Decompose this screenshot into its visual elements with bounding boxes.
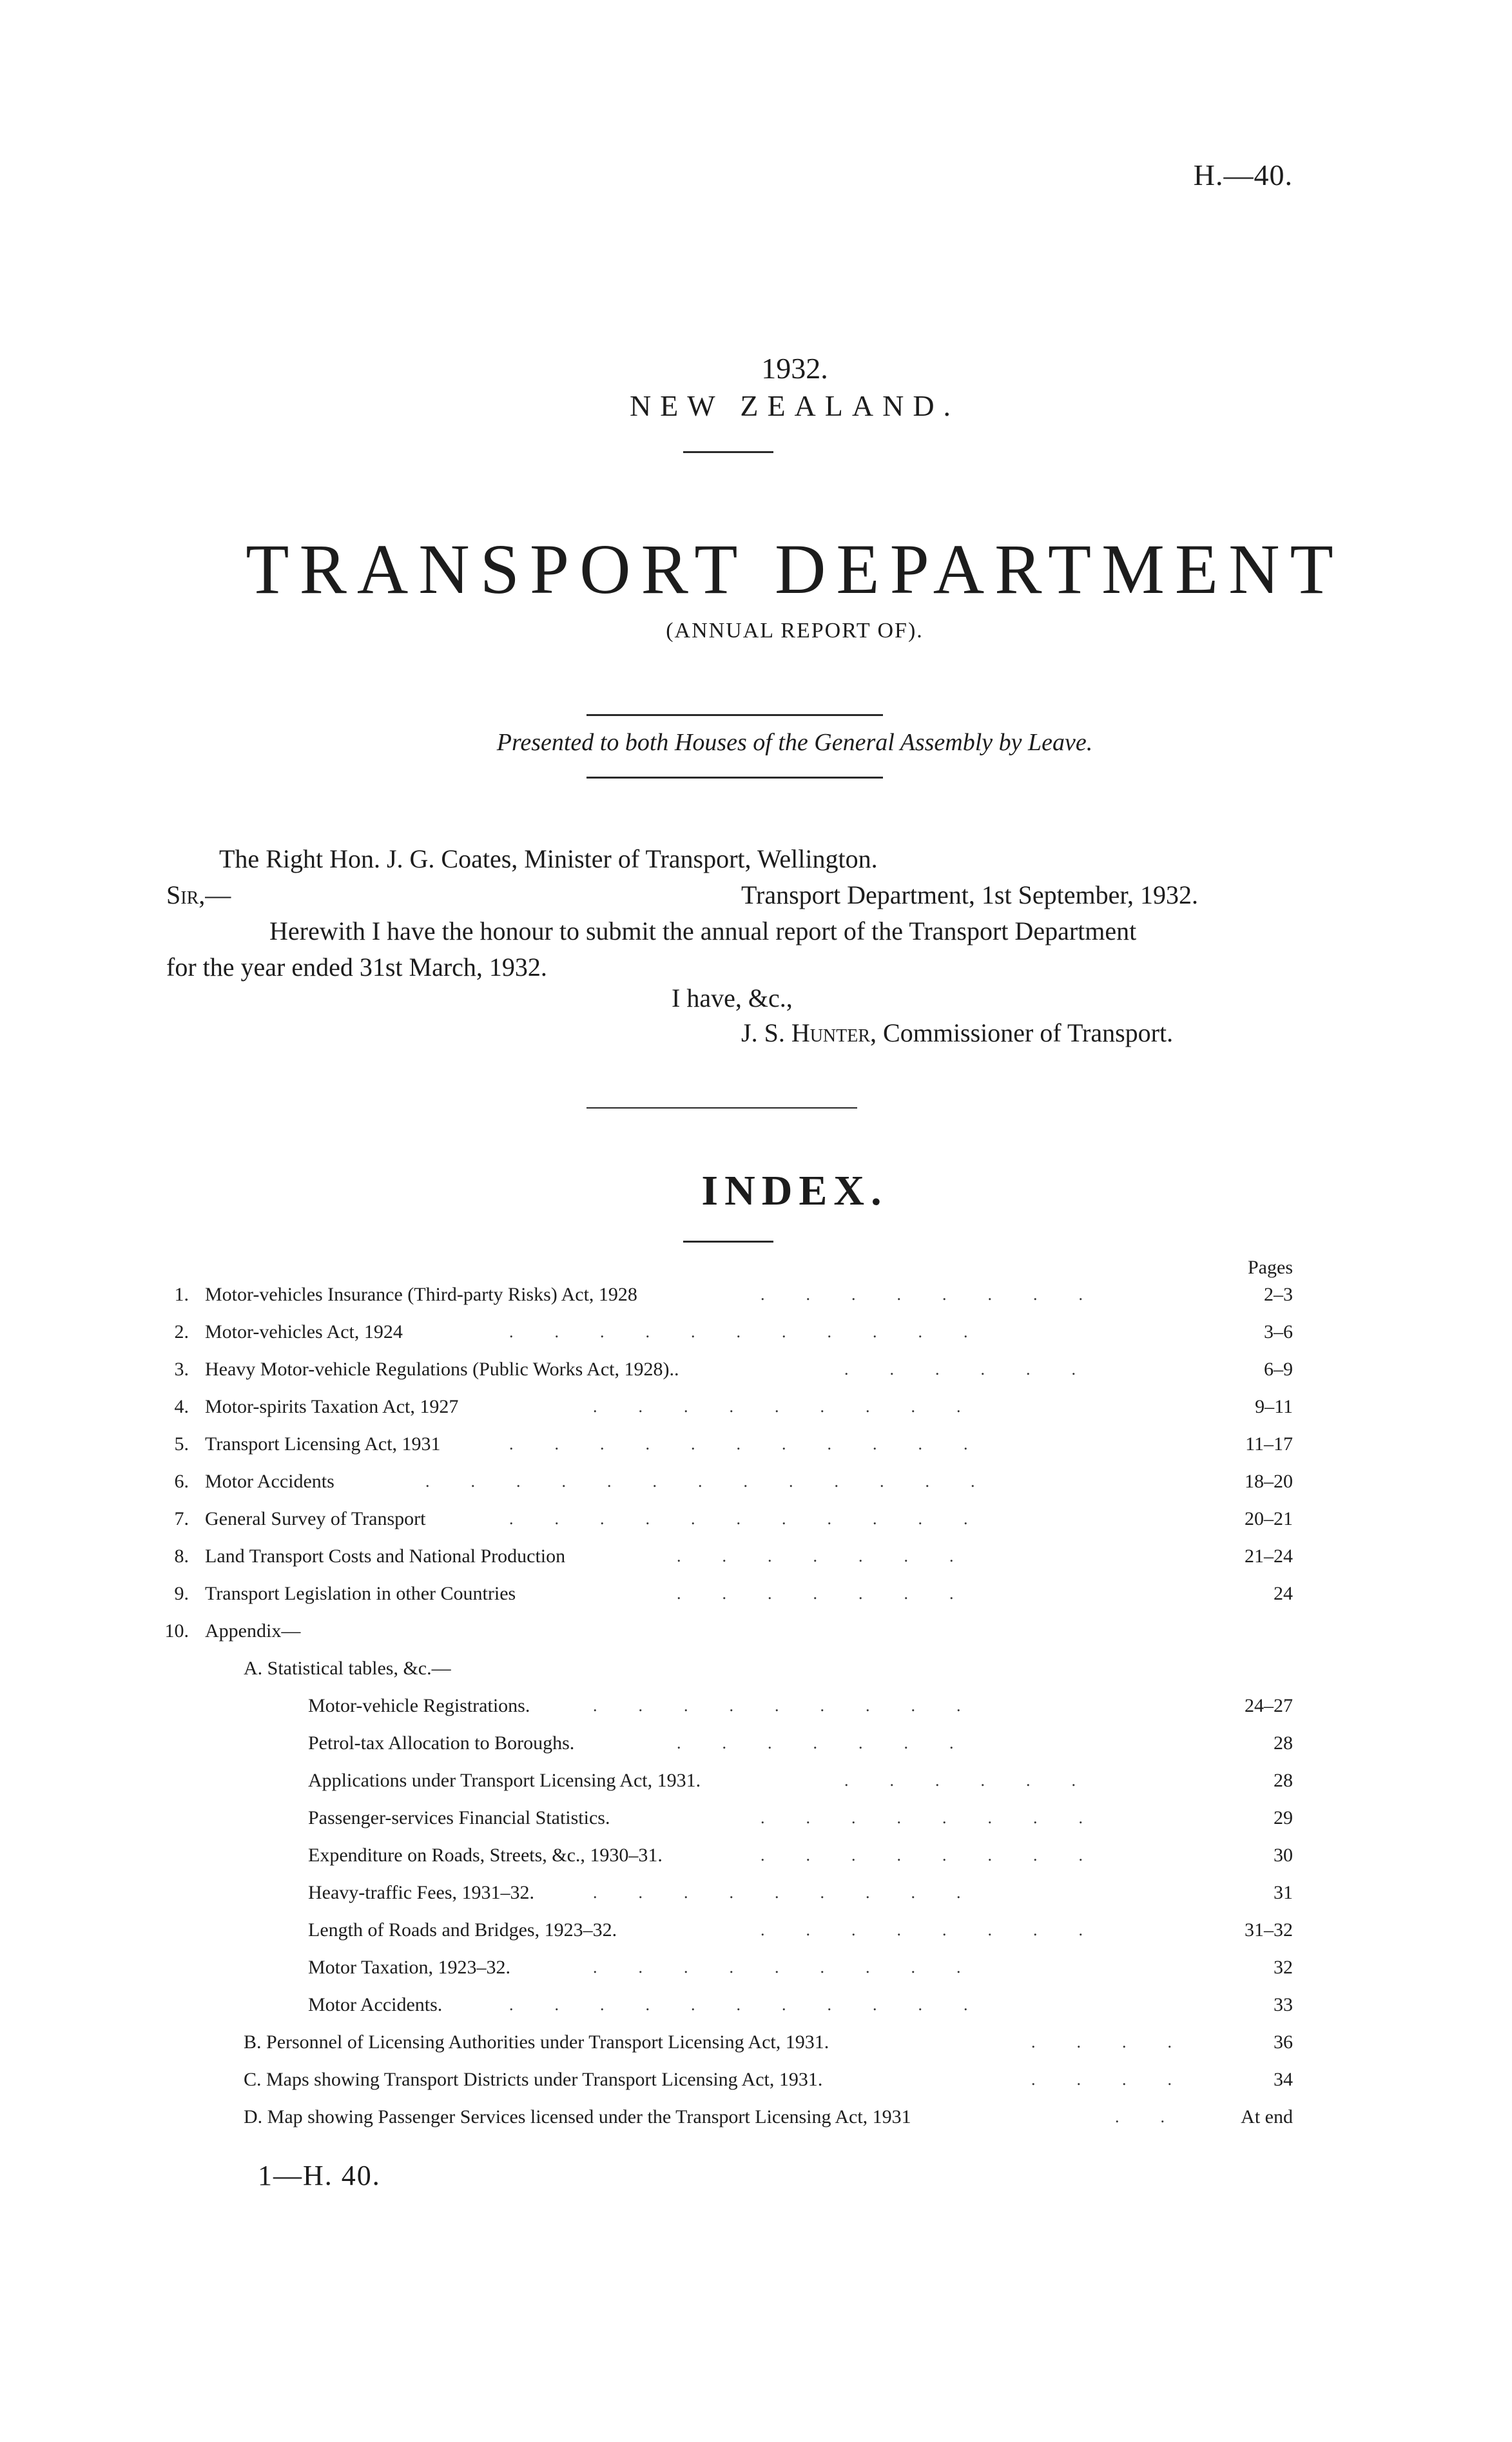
index-label: Motor Accidents [205, 1471, 334, 1492]
country: NEW ZEALAND. [629, 389, 960, 422]
appendix-item: B. Personnel of Licensing Authorities under Transport Licensing Act, 1931. .... 36 [0, 2024, 1512, 2061]
index-number: 7. [174, 1508, 189, 1529]
appendix-item: D. Map showing Passenger Services licensed under the Transport Licensing Act, 1931 .. At end [0, 2098, 1512, 2136]
divider-rule [683, 451, 773, 453]
appendix-a-item: Petrol-tax Allocation to Boroughs. ....... 28 [0, 1725, 1512, 1762]
appendix-a-item: Heavy-traffic Fees, 1931–32. ......... 31 [0, 1874, 1512, 1912]
year: 1932. [761, 352, 828, 385]
index-pages: 9–11 [1255, 1396, 1293, 1417]
appendix-a-heading: A. Statistical tables, &c.— [244, 1658, 451, 1679]
appendix-a-item: Motor Taxation, 1923–32. ......... 32 [0, 1949, 1512, 1986]
index-label: Petrol-tax Allocation to Boroughs. [308, 1732, 575, 1754]
index-number: 4. [174, 1396, 189, 1417]
index-pages: 24 [1274, 1583, 1293, 1604]
index-pages: 20–21 [1245, 1508, 1293, 1529]
divider-rule [586, 1107, 857, 1109]
index-label: Land Transport Costs and National Production [205, 1546, 566, 1567]
index-pages: 29 [1274, 1807, 1293, 1828]
index-label: Heavy-traffic Fees, 1931–32. [308, 1882, 535, 1903]
index-label: Motor-vehicles Act, 1924 [205, 1321, 403, 1342]
index-number: 6. [174, 1471, 189, 1492]
index-pages: 34 [1274, 2069, 1293, 2090]
page-subtitle: (ANNUAL REPORT OF). [666, 619, 924, 643]
appendix-a-item: Motor Accidents. ........... 33 [0, 1986, 1512, 2024]
appendix-a-item: Length of Roads and Bridges, 1923–32. ........ 31–32 [0, 1912, 1512, 1949]
index-pages: 24–27 [1245, 1695, 1293, 1716]
signatory-title: Commissioner of Transport. [883, 1018, 1174, 1047]
index-label: Motor Accidents. [308, 1994, 443, 2015]
index-pages: 28 [1274, 1770, 1293, 1791]
letter-dateline: Transport Department, 1st September, 1932. [741, 880, 1199, 909]
index-label: Applications under Transport Licensing Act, 1931. [308, 1770, 701, 1791]
index-pages: 11–17 [1245, 1433, 1293, 1455]
index-number: 5. [174, 1433, 189, 1455]
pages-column-header: Pages [1248, 1257, 1293, 1278]
index-pages: 6–9 [1264, 1359, 1293, 1380]
index-pages: 31–32 [1245, 1919, 1293, 1941]
index-pages: 21–24 [1245, 1546, 1293, 1567]
index-pages: 32 [1274, 1957, 1293, 1978]
index-label: Motor-spirits Taxation Act, 1927 [205, 1396, 459, 1417]
index-label: B. Personnel of Licensing Authorities under Transport Licensing Act, 1931. [244, 2031, 829, 2053]
index-label: Transport Licensing Act, 1931 [205, 1433, 441, 1455]
divider-rule [683, 1241, 773, 1243]
index-entry: 7. General Survey of Transport ........... 20–21 [0, 1500, 1512, 1538]
index-pages: 30 [1274, 1845, 1293, 1866]
index-label: Passenger-services Financial Statistics. [308, 1807, 610, 1828]
index-label: Appendix— [205, 1620, 301, 1642]
footer-reference: 1—H. 40. [258, 2160, 381, 2191]
index-label: Length of Roads and Bridges, 1923–32. [308, 1919, 617, 1941]
letter-closing: I have, &c., [672, 984, 793, 1013]
index-pages: 36 [1274, 2031, 1293, 2053]
document-reference: H.—40. [1193, 159, 1293, 191]
index-label: General Survey of Transport [205, 1508, 426, 1529]
index-pages: 18–20 [1245, 1471, 1293, 1492]
divider-rule [586, 777, 883, 779]
index-entry: 8. Land Transport Costs and National Production ....... 21–24 [0, 1538, 1512, 1575]
signatory-name: J. S. Hunter, [741, 1018, 877, 1047]
index-label: Expenditure on Roads, Streets, &c., 1930–31. [308, 1845, 663, 1866]
letter-addressee: The Right Hon. J. G. Coates, Minister of Transport, Wellington. [219, 844, 878, 873]
index-number: 1. [174, 1284, 189, 1305]
presented-line: Presented to both Houses of the General Assembly by Leave. [496, 729, 1093, 756]
index-title: INDEX. [701, 1167, 888, 1214]
index-label: Motor-vehicle Registrations. [308, 1695, 530, 1716]
index-pages: 31 [1274, 1882, 1293, 1903]
index-number: 8. [174, 1546, 189, 1567]
index-entry: 9. Transport Legislation in other Countries ....... 24 [0, 1575, 1512, 1613]
appendix-a-item: Expenditure on Roads, Streets, &c., 1930–31. ........ 30 [0, 1837, 1512, 1874]
index-entry: 3. Heavy Motor-vehicle Regulations (Public Works Act, 1928).. ...... 6–9 [0, 1351, 1512, 1388]
letter-body-line: Herewith I have the honour to submit the annual report of the Transport Department [269, 916, 1137, 945]
appendix-a-item: Applications under Transport Licensing Act, 1931. ...... 28 [0, 1762, 1512, 1799]
index-label: D. Map showing Passenger Services licensed under the Transport Licensing Act, 1931 [244, 2106, 911, 2127]
index-pages: 2–3 [1264, 1284, 1293, 1305]
index-entry: 2. Motor-vehicles Act, 1924 ........... 3–6 [0, 1313, 1512, 1351]
index-number: 2. [174, 1321, 189, 1342]
index-label: Motor Taxation, 1923–32. [308, 1957, 510, 1978]
index-pages: At end [1241, 2106, 1293, 2127]
index-entry: 1. Motor-vehicles Insurance (Third-party Risks) Act, 1928 ........ 2–3 [0, 1276, 1512, 1313]
index-pages: 33 [1274, 1994, 1293, 2015]
index-entry [0, 1613, 1512, 1650]
index-entry: 5. Transport Licensing Act, 1931 ........... 11–17 [0, 1426, 1512, 1463]
index-pages: 3–6 [1264, 1321, 1293, 1342]
letter-body-line: for the year ended 31st March, 1932. [166, 953, 547, 982]
divider-rule [586, 714, 883, 716]
index-label: Motor-vehicles Insurance (Third-party Risks) Act, 1928 [205, 1284, 637, 1305]
index-entry: 4. Motor-spirits Taxation Act, 1927 ......... 9–11 [0, 1388, 1512, 1426]
index-entry: 6. Motor Accidents ............. 18–20 [0, 1463, 1512, 1500]
index-label: Transport Legislation in other Countries [205, 1583, 516, 1604]
letter-salutation: Sir,— [166, 880, 231, 909]
index-number: 10. [164, 1620, 189, 1642]
index-number: 9. [174, 1583, 189, 1604]
index-number: 3. [174, 1359, 189, 1380]
letter-signature [741, 1017, 1173, 1049]
page-title: TRANSPORT DEPARTMENT [246, 530, 1344, 608]
index-pages: 28 [1274, 1732, 1293, 1754]
index-label: Heavy Motor-vehicle Regulations (Public Works Act, 1928).. [205, 1359, 679, 1380]
index-label: C. Maps showing Transport Districts under Transport Licensing Act, 1931. [244, 2069, 823, 2090]
appendix-a-item: Passenger-services Financial Statistics. ........ 29 [0, 1799, 1512, 1837]
appendix-a-item: Motor-vehicle Registrations. ......... 24–27 [0, 1687, 1512, 1725]
appendix-item: C. Maps showing Transport Districts under Transport Licensing Act, 1931. .... 34 [0, 2061, 1512, 2098]
